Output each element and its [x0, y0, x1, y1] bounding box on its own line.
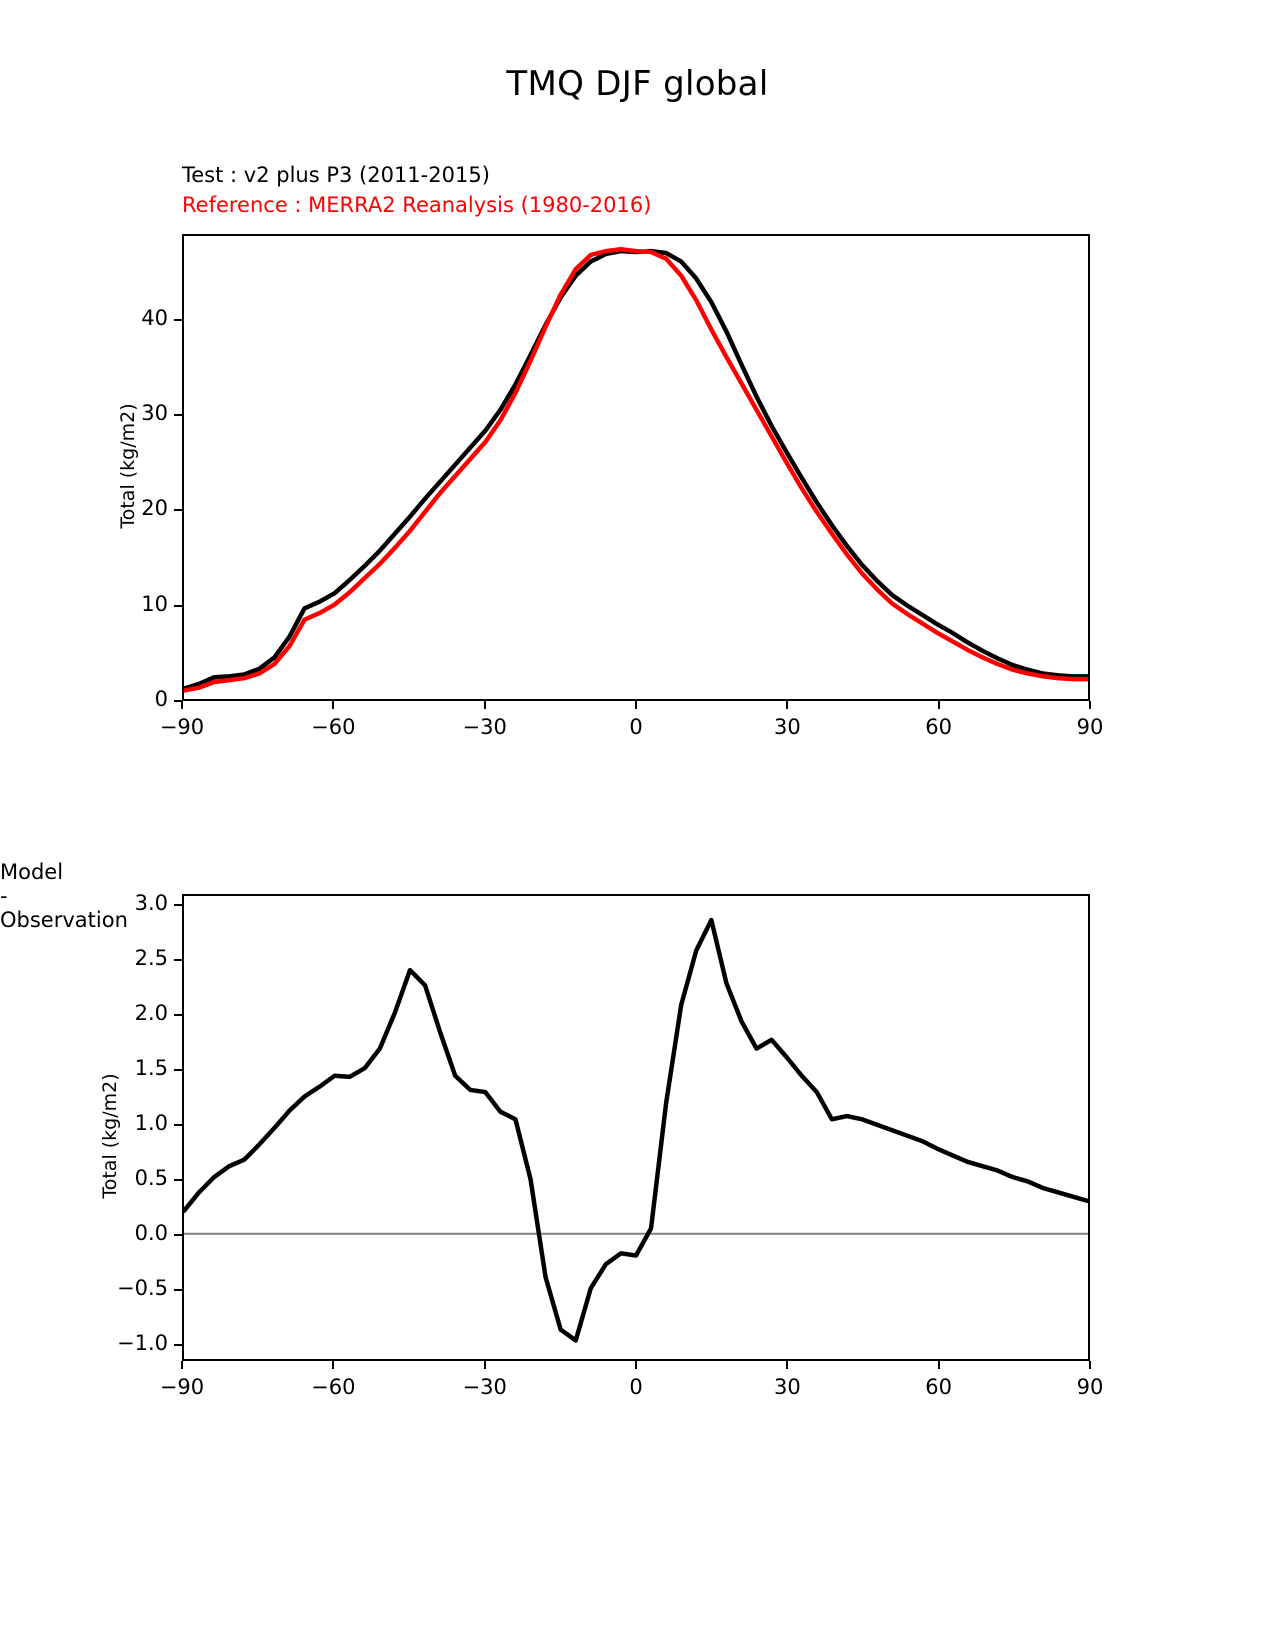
x-tick-label: 90	[1076, 715, 1104, 739]
x-tick-label: −60	[311, 715, 356, 739]
top-panel-ylabel: Total (kg/m2)	[117, 403, 139, 529]
y-tickmark	[174, 509, 182, 511]
y-tick-label: 2.0	[134, 1000, 168, 1025]
x-tick-label: 30	[773, 1375, 801, 1399]
x-tick-label: −90	[159, 715, 205, 739]
x-tickmark	[938, 701, 940, 709]
y-tickmark	[174, 1289, 182, 1291]
y-tick-label: 2.5	[134, 945, 168, 970]
y-tick-label: 30	[141, 401, 168, 426]
x-tickmark	[181, 701, 183, 709]
x-tickmark	[332, 1361, 334, 1369]
y-tickmark	[174, 1014, 182, 1016]
x-tick-label: −30	[462, 715, 507, 739]
y-tickmark	[174, 319, 182, 321]
legend-reference-label: Reference : MERRA2 Reanalysis (1980-2016)	[182, 193, 652, 217]
x-tickmark	[786, 701, 788, 709]
x-tick-label: 90	[1076, 1375, 1104, 1399]
x-tickmark	[786, 1361, 788, 1369]
y-tick-label: 40	[141, 305, 168, 330]
y-tickmark	[174, 1179, 182, 1181]
x-tick-label: −90	[159, 1375, 205, 1399]
y-tick-label: −0.5	[117, 1275, 168, 1300]
y-tick-label: 10	[141, 591, 168, 616]
x-tickmark	[635, 1361, 637, 1369]
figure-title: TMQ DJF global	[506, 64, 769, 104]
y-tick-label: 0	[154, 687, 168, 711]
y-tickmark	[174, 904, 182, 906]
x-tickmark	[635, 701, 637, 709]
data-series-line	[184, 920, 1088, 1341]
x-tick-label: 0	[629, 715, 643, 739]
y-tick-label: 1.0	[134, 1110, 168, 1135]
y-tick-label: 0.0	[134, 1220, 168, 1245]
x-tickmark	[1089, 1361, 1091, 1369]
y-tick-label: −1.0	[117, 1330, 168, 1355]
y-tickmark	[174, 1344, 182, 1346]
x-tickmark	[181, 1361, 183, 1369]
top-panel-axes	[182, 234, 1090, 701]
x-tick-label: 30	[773, 715, 801, 739]
y-tickmark	[174, 1124, 182, 1126]
y-tick-label: 1.5	[134, 1055, 168, 1080]
data-series-line	[184, 251, 1088, 688]
y-tick-label: 3.0	[134, 890, 168, 915]
y-tickmark	[174, 414, 182, 416]
data-series-line	[184, 249, 1088, 690]
y-tickmark	[174, 700, 182, 702]
y-tickmark	[174, 1069, 182, 1071]
figure-page: TMQ DJF global Test : v2 plus P3 (2011-2015) Reference : MERRA2 Reanalysis (1980-2016) Total (kg/m2) Model - Observation Total (kg/m2) −90 −60 −30 0 30 60 90 0 10 20 30 40 −90 −60 −30 0 30 60 90 −1.0 −0.5 0.0 0.5 1.0 1.5 2.0 2.5 3.0	[0, 0, 1275, 1650]
bottom-panel-ylabel: Total (kg/m2)	[99, 1073, 121, 1199]
x-tickmark	[1089, 701, 1091, 709]
legend-test-label: Test : v2 plus P3 (2011-2015)	[182, 163, 490, 187]
y-tickmark	[174, 605, 182, 607]
bottom-panel-axes	[182, 894, 1090, 1361]
x-tickmark	[332, 701, 334, 709]
x-tick-label: 60	[925, 1375, 953, 1399]
x-tickmark	[484, 1361, 486, 1369]
y-tickmark	[174, 959, 182, 961]
x-tick-label: 60	[925, 715, 953, 739]
y-tick-label: 20	[141, 496, 168, 521]
y-tick-label: 0.5	[134, 1165, 168, 1190]
y-tickmark	[174, 1234, 182, 1236]
legend	[182, 160, 651, 220]
x-tick-label: 0	[629, 1375, 643, 1399]
x-tickmark	[938, 1361, 940, 1369]
x-tick-label: −60	[311, 1375, 356, 1399]
x-tick-label: −30	[462, 1375, 507, 1399]
x-tickmark	[484, 701, 486, 709]
